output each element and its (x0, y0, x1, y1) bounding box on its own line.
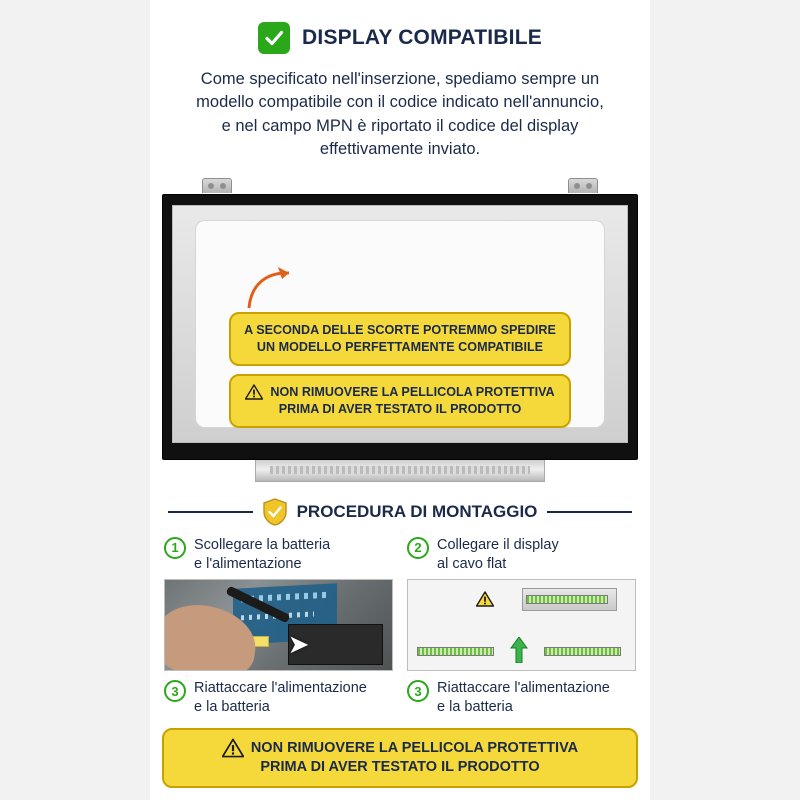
step-text (437, 536, 559, 574)
stock-notice-line-2: UN MODELLO PERFETTAMENTE COMPATIBILE (256, 340, 544, 355)
step-text-line-2: e l'alimentazione (194, 555, 302, 572)
film-notice-line-1: NON RIMUOVERE LA PELLICOLA PROTETTIVA (270, 384, 555, 399)
procedure-header (168, 498, 632, 526)
step-text-line-1: Riattaccare l'alimentazione (194, 680, 367, 697)
step-number: 2 (407, 537, 429, 559)
flat-cable-bottom-right (544, 647, 621, 656)
shield-icon (263, 498, 287, 526)
panel-bracket-right (568, 178, 598, 193)
content-column (150, 0, 650, 800)
intro-line-3: e nel campo MPN è riportato il codice del display (221, 116, 579, 135)
intro-paragraph (174, 68, 626, 162)
step-text (194, 679, 367, 717)
bottom-banner-line-2: PRIMA DI AVER TESTATO IL PRODOTTO (260, 759, 540, 776)
steps-left-column (164, 536, 393, 723)
check-badge-icon (258, 22, 290, 54)
step-item (407, 536, 636, 574)
panel-base-stand (255, 460, 545, 482)
step-item (164, 536, 393, 574)
steps-right-column (407, 536, 636, 723)
panel-bracket-left (202, 178, 232, 193)
warning-triangle-icon (222, 738, 244, 758)
step-text-line-1: Collegare il display (437, 536, 559, 553)
bottom-banner-row-1 (170, 738, 630, 758)
procedure-steps (164, 536, 636, 723)
step-text-line-2: al cavo flat (437, 555, 507, 572)
step-text-line-2: e la batteria (437, 699, 513, 716)
film-notice-row-1 (237, 384, 563, 401)
step-text-line-1: Scollegare la batteria (194, 536, 331, 553)
intro-line-1: Come specificato nell'inserzione, spediamo sempre un (200, 70, 600, 88)
left-margin-strip (0, 0, 150, 800)
panel-surface (172, 205, 628, 443)
divider-right (547, 511, 632, 513)
intro-line-2: modello compatibile con il codice indicato nell'annuncio, (196, 93, 604, 112)
film-notice-line-2: PRIMA DI AVER TESTATO IL PRODOTTO (278, 402, 522, 417)
step-item (164, 679, 393, 717)
panel-bezel (162, 194, 638, 460)
bottom-warning-banner (162, 728, 638, 788)
step-text-line-2: e la batteria (194, 699, 270, 716)
film-notice-box (229, 374, 571, 429)
curved-arrow-icon (245, 264, 305, 310)
stock-notice-box (229, 312, 571, 367)
step-number: 3 (164, 680, 186, 702)
stock-notice-line-1: A SECONDA DELLE SCORTE POTREMMO SPEDIRE (244, 322, 556, 337)
step-number: 1 (164, 537, 186, 559)
step-text (194, 536, 330, 574)
warning-triangle-icon (476, 591, 494, 607)
header (150, 0, 650, 54)
page-title: DISPLAY COMPATIBILE (302, 26, 542, 49)
bottom-banner-line-1: NON RIMUOVERE LA PELLICOLA PROTETTIVA (250, 739, 579, 756)
display-panel-illustration (162, 178, 638, 482)
procedure-title: PROCEDURA DI MONTAGGIO (296, 501, 538, 521)
intro-line-4: effettivamente inviato. (319, 140, 481, 159)
divider-left (168, 511, 253, 513)
laptop-battery-photo (164, 579, 393, 671)
panel-brackets (162, 178, 638, 194)
step-number: 3 (407, 680, 429, 702)
right-margin-strip (650, 0, 800, 800)
step-item (407, 679, 636, 717)
warning-triangle-icon (245, 384, 263, 400)
flat-cable-connector-photo (407, 579, 636, 671)
flat-cable-bottom-left (417, 647, 494, 656)
flat-cable-top (526, 595, 608, 604)
direction-arrow-icon: ➤ (287, 628, 310, 659)
step-text-line-1: Riattaccare l'alimentazione (437, 680, 610, 697)
step-text (437, 679, 610, 717)
insert-arrow-icon (510, 637, 528, 663)
